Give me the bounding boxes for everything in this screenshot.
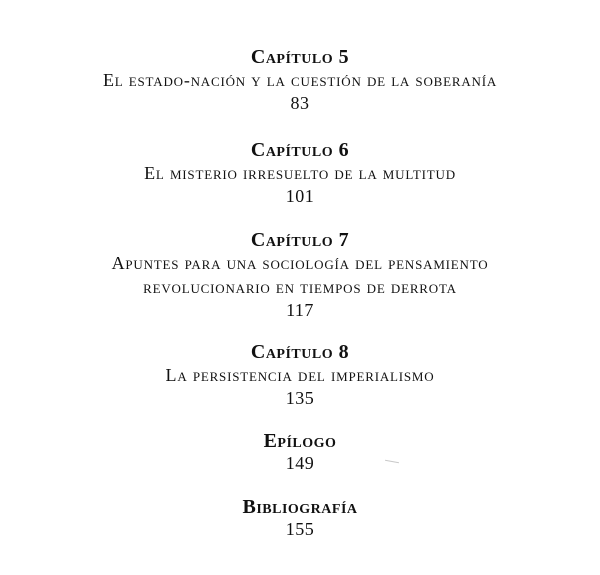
page-number: 83	[290, 93, 310, 113]
page-number: 117	[286, 300, 314, 320]
bibliography-heading: Bibliografía	[242, 496, 358, 518]
page-number: 101	[285, 186, 315, 206]
toc-entry-chapter-7	[0, 229, 600, 321]
page-number: 155	[285, 519, 315, 539]
chapter-title: El estado-nación y la cuestión de la soberanía	[102, 70, 498, 90]
chapter-title: La persistencia del imperialismo	[165, 365, 435, 385]
toc-entry-chapter-5	[0, 46, 600, 114]
toc-entry-chapter-6	[0, 139, 600, 207]
chapter-title: El misterio irresuelto de la multitud	[144, 163, 456, 183]
chapter-title-line-2: revolucionario en tiempos de derrota	[143, 277, 457, 297]
chapter-heading: Capítulo 6	[250, 139, 350, 161]
chapter-heading: Capítulo 7	[250, 229, 350, 251]
epilogue-heading: Epílogo	[263, 430, 337, 452]
toc-entry-bibliography	[0, 496, 600, 540]
page-number: 149	[285, 453, 315, 473]
toc-entry-epilogue	[0, 430, 600, 474]
page-number: 135	[285, 388, 315, 408]
chapter-heading: Capítulo 8	[250, 341, 350, 363]
toc-entry-chapter-8	[0, 341, 600, 409]
chapter-title-line-1: Apuntes para una sociología del pensamiento	[111, 253, 489, 273]
chapter-heading: Capítulo 5	[250, 46, 350, 68]
